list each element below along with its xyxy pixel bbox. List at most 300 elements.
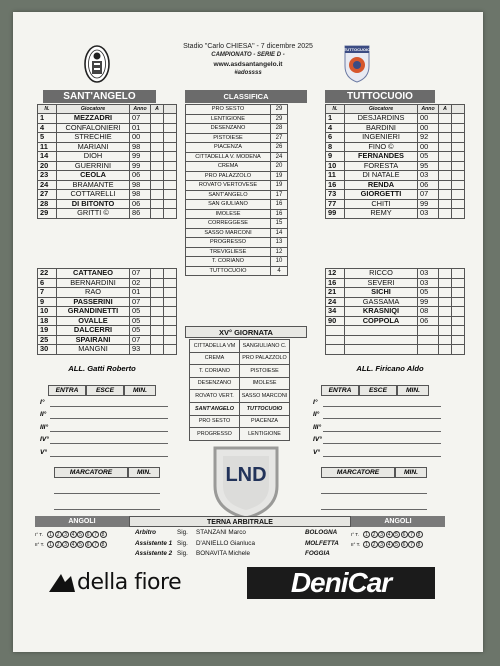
card-box — [164, 345, 177, 355]
player-year: 06 — [418, 180, 439, 190]
corner-circle[interactable]: 5 — [393, 531, 400, 538]
corner-circle[interactable]: 3 — [378, 541, 385, 548]
player-row — [326, 269, 465, 279]
standings-team: SANT'ANGELO — [186, 190, 271, 200]
card-box — [164, 307, 177, 317]
player-name: GIORGETTI — [345, 190, 418, 200]
player-row — [326, 278, 465, 288]
card-box — [164, 288, 177, 298]
standings-points: 16 — [271, 209, 288, 219]
player-number: 5 — [38, 133, 57, 143]
card-box — [151, 142, 164, 152]
player-name: PASSERINI — [57, 297, 130, 307]
player-name: DI BITONTO — [57, 199, 130, 209]
player-row — [38, 209, 177, 219]
standings-row — [186, 105, 288, 115]
corner-row — [351, 540, 445, 550]
player-row — [326, 335, 465, 345]
corner-circle[interactable]: 5 — [77, 531, 84, 538]
away-subs-table — [325, 268, 465, 355]
card-box — [164, 278, 177, 288]
player-number: 16 — [326, 278, 345, 288]
standings-points: 20 — [271, 162, 288, 172]
card-box — [452, 269, 465, 279]
corner-circle[interactable]: 4 — [70, 541, 77, 548]
player-year — [418, 335, 439, 345]
standings-row — [186, 209, 288, 219]
card-box — [452, 114, 465, 124]
corner-circle[interactable]: 1 — [363, 541, 370, 548]
standings-team: DESENZANO — [186, 124, 271, 134]
away-scorer-min-label: MIN. — [395, 467, 427, 478]
player-row — [38, 161, 177, 171]
corner-circle[interactable]: 4 — [70, 531, 77, 538]
sub-row-line — [323, 456, 441, 457]
away-logo-text: TUTTOCUOIO — [343, 47, 371, 52]
player-number: 16 — [326, 180, 345, 190]
sub-row-label: I° — [313, 399, 318, 406]
round-match — [190, 390, 290, 403]
player-name — [345, 326, 418, 336]
player-row — [38, 326, 177, 336]
card-box — [439, 142, 452, 152]
player-row — [38, 307, 177, 317]
standings-points: 27 — [271, 133, 288, 143]
standings-team: CREMA — [186, 162, 271, 172]
round-match — [190, 415, 290, 428]
half-label: I° T. — [35, 532, 43, 537]
card-box — [151, 345, 164, 355]
standings-row — [186, 228, 288, 238]
card-box — [439, 171, 452, 181]
angoli-home-label: ANGOLI — [35, 516, 129, 527]
card-box — [151, 152, 164, 162]
referee-city: MOLFETTA — [305, 539, 339, 547]
standings-row — [186, 200, 288, 210]
player-year: 03 — [418, 278, 439, 288]
player-year — [418, 345, 439, 355]
player-year: 98 — [130, 180, 151, 190]
card-box — [452, 161, 465, 171]
hashtag: #adossss — [234, 70, 262, 76]
card-box — [164, 326, 177, 336]
player-number: 1 — [38, 114, 57, 124]
player-year: 02 — [130, 278, 151, 288]
card-box — [164, 133, 177, 143]
player-name: BRAMANTE — [57, 180, 130, 190]
sponsor-della-fiore — [47, 568, 213, 598]
corner-circle[interactable]: 2 — [371, 531, 378, 538]
card-box — [439, 114, 452, 124]
player-row — [326, 133, 465, 143]
corner-circle[interactable]: 2 — [55, 541, 62, 548]
corner-circle[interactable]: 8 — [416, 531, 423, 538]
player-name: DESJARDINS — [345, 114, 418, 124]
player-name: DI NATALE — [345, 171, 418, 181]
card-box — [452, 297, 465, 307]
player-year: 05 — [418, 152, 439, 162]
player-number: 12 — [326, 269, 345, 279]
player-name: GRITTI © — [57, 209, 130, 219]
standings-team: PRO PALAZZOLO — [186, 171, 271, 181]
sub-row-label: II° — [313, 411, 320, 419]
player-year: 99 — [130, 152, 151, 162]
round-match — [190, 402, 290, 415]
match-away: PRO PALAZZOLO — [240, 352, 290, 365]
player-row — [326, 114, 465, 124]
player-number: 19 — [38, 326, 57, 336]
standings-team: CITTADELLA V. MODENA — [186, 152, 271, 162]
card-box — [439, 335, 452, 345]
standings-row — [186, 124, 288, 134]
away-team-name: TUTTOCUOIO — [325, 90, 435, 103]
standings-team: T. CORIANO — [186, 257, 271, 267]
player-year: 92 — [418, 133, 439, 143]
player-row — [326, 288, 465, 298]
lnd-logo-text: LND — [225, 464, 267, 486]
match-away: PISTOIESE — [240, 365, 290, 378]
player-number: 21 — [326, 288, 345, 298]
card-box — [164, 316, 177, 326]
player-number: 90 — [326, 316, 345, 326]
player-name: GRANDINETTI — [57, 307, 130, 317]
corner-circle[interactable]: 7 — [408, 531, 415, 538]
standings-team: PIACENZA — [186, 143, 271, 153]
card-box — [452, 209, 465, 219]
card-box — [439, 316, 452, 326]
player-name: DALCERRI — [57, 326, 130, 336]
card-box — [452, 190, 465, 200]
player-name: DIOH — [57, 152, 130, 162]
standings-row — [186, 162, 288, 172]
corner-circle[interactable]: 3 — [378, 531, 385, 538]
corner-circle[interactable]: 1 — [363, 531, 370, 538]
card-box — [151, 269, 164, 279]
player-year: 98 — [130, 190, 151, 200]
player-name: FINO © — [345, 142, 418, 152]
half-label: I° T. — [351, 532, 359, 537]
sub-row-label: III° — [40, 423, 49, 431]
card-box — [452, 345, 465, 355]
corner-row — [35, 540, 129, 550]
match-home: PRO SESTO — [190, 415, 240, 428]
player-year: 99 — [418, 297, 439, 307]
referees-title: TERNA ARBITRALE — [129, 516, 351, 527]
sub-row-label: II° — [40, 411, 47, 419]
card-box — [151, 199, 164, 209]
player-number — [326, 326, 345, 336]
standings-points: 29 — [271, 105, 288, 115]
round-match — [190, 352, 290, 365]
standings-row — [186, 171, 288, 181]
standings-points: 14 — [271, 228, 288, 238]
standings-team: ROVATO VERTOVESE — [186, 181, 271, 191]
standings-points: 10 — [271, 257, 288, 267]
player-name: CONFALONIERI — [57, 123, 130, 133]
card-box — [439, 278, 452, 288]
player-row — [38, 278, 177, 288]
match-away: SANGIULIANO C. — [240, 340, 290, 353]
card-box — [452, 316, 465, 326]
sub-row-line — [323, 418, 441, 419]
referee-name: D'ANIELLO Gianluca — [196, 539, 255, 547]
player-row — [326, 345, 465, 355]
match-away: TUTTOCUOIO — [240, 402, 290, 415]
player-number: 8 — [326, 142, 345, 152]
card-box — [151, 288, 164, 298]
card-box — [439, 180, 452, 190]
player-name: MANGNI — [57, 345, 130, 355]
corner-circle[interactable]: 5 — [393, 541, 400, 548]
player-name: CEOLA — [57, 171, 130, 181]
player-year: 07 — [130, 297, 151, 307]
standings-team: IMOLESE — [186, 209, 271, 219]
player-year: 05 — [130, 326, 151, 336]
standings-team: PISTOIESE — [186, 133, 271, 143]
home-starters-table — [37, 104, 177, 219]
card-box — [439, 199, 452, 209]
player-row — [38, 152, 177, 162]
sub-row-line — [323, 406, 441, 407]
standings-row — [186, 133, 288, 143]
corner-circle[interactable]: 8 — [100, 541, 107, 548]
card-box — [164, 171, 177, 181]
player-name: RICCO — [345, 269, 418, 279]
corner-circle[interactable]: 1 — [47, 541, 54, 548]
card-box — [164, 180, 177, 190]
player-number — [326, 335, 345, 345]
player-row — [326, 152, 465, 162]
standings-points: 12 — [271, 247, 288, 257]
card-box — [439, 133, 452, 143]
player-name: FORESTA — [345, 161, 418, 171]
player-number: 14 — [38, 152, 57, 162]
player-year: 05 — [130, 307, 151, 317]
corner-circle[interactable]: 8 — [100, 531, 107, 538]
player-year: 95 — [418, 161, 439, 171]
corner-circle[interactable]: 6 — [401, 531, 408, 538]
match-away: PIACENZA — [240, 415, 290, 428]
referee-role: Arbitro — [135, 529, 156, 536]
player-row — [326, 171, 465, 181]
away-starters-table — [325, 104, 465, 219]
player-year: 00 — [418, 114, 439, 124]
sub-row-label: III° — [313, 423, 322, 431]
player-row — [326, 307, 465, 317]
competition: CAMPIONATO - SERIE D - — [211, 52, 285, 58]
player-number: 18 — [38, 316, 57, 326]
sub-row-line — [323, 431, 441, 432]
corner-circle[interactable]: 2 — [55, 531, 62, 538]
corner-circle[interactable]: 3 — [62, 541, 69, 548]
player-number: 6 — [38, 278, 57, 288]
player-number: 34 — [326, 307, 345, 317]
col-n: N. — [326, 105, 345, 114]
player-number: 20 — [38, 161, 57, 171]
player-row — [326, 209, 465, 219]
player-name: BARDINI — [345, 123, 418, 133]
corner-counter-away — [351, 530, 445, 550]
player-number: 77 — [326, 199, 345, 209]
card-box — [439, 269, 452, 279]
player-name: GASSAMA — [345, 297, 418, 307]
standings-row — [186, 181, 288, 191]
corner-circle[interactable]: 6 — [85, 531, 92, 538]
corner-circle[interactable]: 1 — [47, 531, 54, 538]
player-name: MARIANI — [57, 142, 130, 152]
card-box — [439, 326, 452, 336]
player-number: 22 — [38, 269, 57, 279]
standings-row — [186, 257, 288, 267]
website: www.asdsantangelo.it — [213, 61, 283, 68]
corner-circle[interactable]: 5 — [77, 541, 84, 548]
player-year: 07 — [418, 190, 439, 200]
corner-circle[interactable]: 6 — [85, 541, 92, 548]
card-box — [452, 180, 465, 190]
standings-points: 26 — [271, 143, 288, 153]
match-home: SANT'ANGELO — [190, 402, 240, 415]
col-a: A — [439, 105, 452, 114]
card-box — [452, 288, 465, 298]
col-n: N. — [38, 105, 57, 114]
card-box — [164, 269, 177, 279]
player-number: 11 — [38, 142, 57, 152]
player-year: 06 — [130, 199, 151, 209]
sub-row-line — [323, 443, 441, 444]
away-coach: ALL. Firicano Aldo — [356, 364, 424, 373]
standings-row — [186, 190, 288, 200]
corner-circle[interactable]: 7 — [408, 541, 415, 548]
player-year: 01 — [130, 123, 151, 133]
player-year: 00 — [418, 123, 439, 133]
player-year: 05 — [130, 316, 151, 326]
card-box — [151, 114, 164, 124]
home-coach: ALL. Gatti Roberto — [68, 364, 136, 373]
card-box — [452, 335, 465, 345]
player-name: COPPOLA — [345, 316, 418, 326]
corner-circle[interactable]: 7 — [92, 531, 99, 538]
standings-points: 19 — [271, 181, 288, 191]
sub-row-line — [50, 431, 168, 432]
standings-points: 13 — [271, 238, 288, 248]
standings-team: LENTIGIONE — [186, 114, 271, 124]
sub-row-label: I° — [40, 399, 45, 406]
card-box — [452, 278, 465, 288]
player-row — [38, 114, 177, 124]
player-number: 7 — [38, 288, 57, 298]
card-box — [164, 161, 177, 171]
player-name — [345, 345, 418, 355]
match-away: LENTIGIONE — [240, 428, 290, 441]
corner-circle[interactable]: 3 — [62, 531, 69, 538]
min-label: MIN. — [124, 385, 156, 396]
standings-title: CLASSIFICA — [185, 90, 307, 103]
card-box — [452, 123, 465, 133]
esce-label: ESCE — [86, 385, 124, 396]
player-row — [38, 190, 177, 200]
standings-row — [186, 152, 288, 162]
card-box — [151, 278, 164, 288]
player-year: 03 — [418, 269, 439, 279]
home-club-logo — [83, 44, 111, 84]
player-name: CATTANEO — [57, 269, 130, 279]
player-row — [326, 199, 465, 209]
standings-row — [186, 143, 288, 153]
card-box — [164, 123, 177, 133]
card-box — [151, 180, 164, 190]
player-year: 07 — [130, 269, 151, 279]
player-year: 01 — [130, 288, 151, 298]
sponsor-denicar-text: DeniCar — [290, 567, 392, 598]
card-box — [439, 288, 452, 298]
player-name: KRASNIQI — [345, 307, 418, 317]
corner-circle[interactable]: 6 — [401, 541, 408, 548]
card-box — [164, 335, 177, 345]
round-match — [190, 377, 290, 390]
card-box — [452, 152, 465, 162]
player-number: 11 — [326, 171, 345, 181]
referee-sig: Sig. — [177, 539, 188, 547]
corner-circle[interactable]: 8 — [416, 541, 423, 548]
player-row — [326, 190, 465, 200]
player-name — [345, 335, 418, 345]
player-number — [326, 345, 345, 355]
player-number: 10 — [38, 307, 57, 317]
referee-name: BONAVITA Michele — [196, 550, 251, 557]
player-year: 99 — [418, 199, 439, 209]
corner-circle[interactable]: 4 — [386, 531, 393, 538]
player-number: 10 — [326, 161, 345, 171]
match-away: SASSO MARCONI — [240, 390, 290, 403]
player-year: 86 — [130, 209, 151, 219]
card-box — [439, 161, 452, 171]
card-box — [164, 190, 177, 200]
player-year: 03 — [418, 171, 439, 181]
standings-points: 29 — [271, 114, 288, 124]
corner-circle[interactable]: 4 — [386, 541, 393, 548]
match-away: IMOLESE — [240, 377, 290, 390]
col-year: Anno — [130, 105, 151, 114]
card-box — [452, 326, 465, 336]
player-number: 4 — [326, 123, 345, 133]
col-a: A — [151, 105, 164, 114]
home-scorer-min-label: MIN. — [128, 467, 160, 478]
card-box — [151, 335, 164, 345]
standings-row — [186, 266, 288, 276]
col-dark — [164, 105, 177, 114]
standings-team: CORREGGESE — [186, 219, 271, 229]
corner-row — [35, 530, 129, 540]
sub-row-label: V° — [40, 448, 48, 456]
standings-team: PRO SESTO — [186, 105, 271, 115]
card-box — [151, 133, 164, 143]
angoli-away-label: ANGOLI — [351, 516, 445, 527]
entra-label: ENTRA — [48, 385, 86, 396]
player-row — [38, 133, 177, 143]
corner-circle[interactable]: 2 — [371, 541, 378, 548]
card-box — [452, 171, 465, 181]
half-label: II° T. — [35, 542, 45, 547]
player-number: 9 — [38, 297, 57, 307]
match-home: CREMA — [190, 352, 240, 365]
player-number: 1 — [326, 114, 345, 124]
corner-circle[interactable]: 7 — [92, 541, 99, 548]
player-year: 06 — [418, 316, 439, 326]
player-year: 03 — [418, 209, 439, 219]
card-box — [439, 152, 452, 162]
player-number: 73 — [326, 190, 345, 200]
player-year: 06 — [130, 171, 151, 181]
